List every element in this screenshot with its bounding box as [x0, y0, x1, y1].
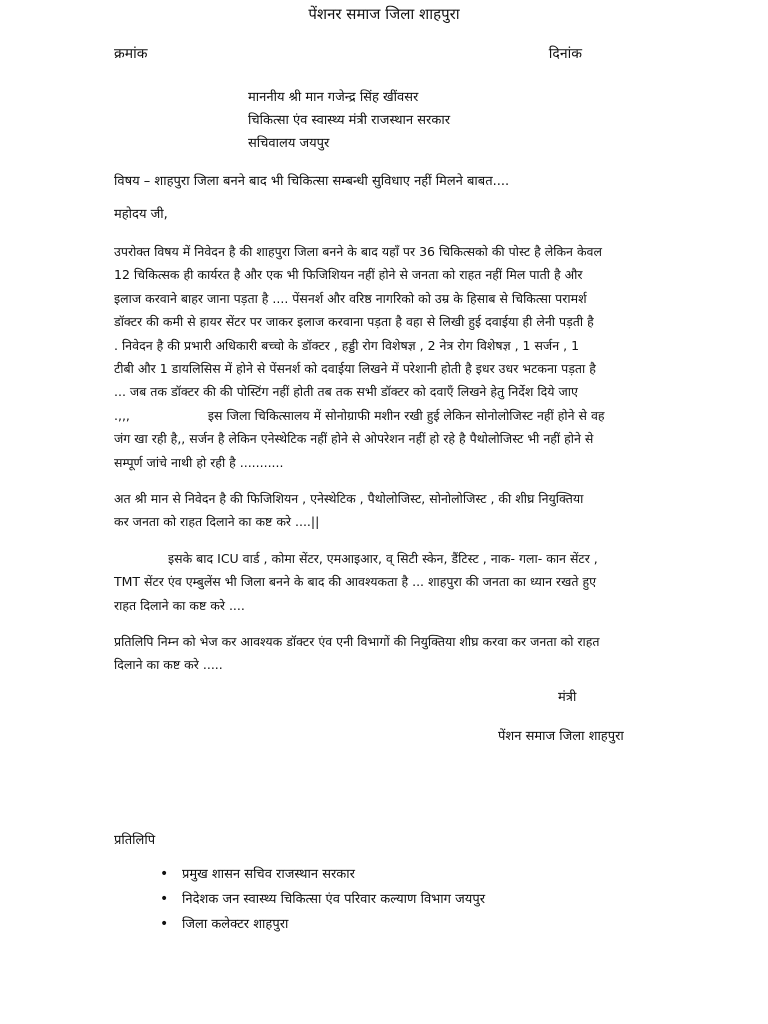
paragraph-line: TMT सेंटर एंव एम्बुलेंस भी जिला बनने के बाद की आवश्यकता है ... शाहपुरा की जनता का ध्यान रखते हुए [114, 574, 597, 590]
bullet-icon: • [160, 891, 169, 907]
paragraph-request-details [114, 240, 654, 474]
paragraph-line: कर जनता को राहत दिलाने का कष्ट करे ....|| [114, 514, 320, 530]
paragraph-line: 12 चिकित्सक ही कार्यरत है और एक भी फिजिशियन नहीं होने से जनता को राहत नहीं मिल पाती है और [114, 267, 583, 283]
paragraph-line: जंग खा रही है,, सर्जन है लेकिन एनेस्थेटिक नहीं होने से ओपरेशन नहीं हो रहे है पैथोलोजिस्ट भी नहीं होने से [114, 431, 594, 447]
addressee-block [248, 86, 450, 155]
date-label: दिनांक [548, 46, 582, 62]
signatory-title: मंत्री [558, 690, 577, 705]
paragraph-line: इसके बाद ICU वार्ड , कोमा सेंटर, एमआइआर, व् सिटी स्केन, डैंटिस्ट , नाक- गला- कान सेंटर , [168, 551, 598, 566]
paragraph-line: उपरोक्त विषय में निवेदन है की शाहपुरा जिला बनने के बाद यहाँ पर 36 चिकित्सको की पोस्ट है लेकिन केवल [114, 244, 602, 259]
addressee-location: सचिवालय जयपुर [248, 136, 330, 151]
letter-heading: पेंशनर समाज जिला शाहपुरा [308, 5, 460, 23]
paragraph-line: इलाज करवाने बाहर जाना पड़ता है .... पेंसनर्श और वरिष्ठ नागरिको को उम्र के हिसाब से चिकित्सा परामर्श [114, 290, 587, 306]
paragraph-line: टीबी और 1 डायलिसिस में होने से पेंसनर्श को दवाईया लिखने में परेशानी होती है इधर उधर भटकना पड़ता है [114, 361, 596, 377]
copy-to-label: प्रतिलिपि [114, 833, 156, 848]
ellipsis-mark: .,,, [114, 407, 130, 423]
paragraph-copy-note [114, 630, 654, 677]
copy-to-list [148, 862, 485, 937]
paragraph-line: सम्पूर्ण जांचे नाथी हो रही है ........... [114, 454, 284, 470]
paragraph-line: अत श्री मान से निवेदन है की फिजिशियन , एनेस्थेटिक , पैथोलोजिस्ट, सोनोलोजिस्ट , की शीघ्र नियुक्तिया [114, 491, 584, 506]
paragraph-facilities-request [114, 547, 654, 617]
paragraph-appointment-request [114, 487, 654, 534]
sonography-sentence: इस जिला चिकित्सालय में सोनोग्राफी मशीन रखी हुई लेकिन सोनोलोजिस्ट नहीं होने से वह [207, 407, 605, 423]
paragraph-line: राहत दिलाने का कष्ट करे .... [114, 597, 245, 613]
paragraph-line: . निवेदन है की प्रभारी अधिकारी बच्चो के डॉक्टर , हड्डी रोग विशेषज्ञ , 2 नेत्र रोग विशेषज्ञ , 1 सर्जन , 1 [114, 337, 580, 353]
copy-to-item [148, 862, 485, 887]
addressee-designation: चिकित्सा एंव स्वास्थ्य मंत्री राजस्थान सरकार [248, 113, 451, 128]
paragraph-line: दिलाने का कष्ट करे ..... [114, 657, 223, 673]
reference-number-label: क्रमांक [114, 46, 148, 62]
copy-to-item [148, 887, 485, 912]
bullet-icon: • [160, 866, 169, 882]
paragraph-line: ... जब तक डॉक्टर की की पोस्टिंग नहीं होती तब तक सभी डॉक्टर को दवाएँ लिखने हेतु निर्देश दिये जाए [114, 384, 578, 400]
paragraph-line [114, 404, 654, 427]
salutation: महोदय जी, [114, 207, 168, 222]
signatory-organization: पेंशन समाज जिला शाहपुरा [498, 729, 624, 744]
bullet-icon: • [160, 916, 169, 932]
paragraph-line: प्रतिलिपि निम्न को भेज कर आवश्यक डॉक्टर एंव एनी विभागों की नियुक्तिया शीघ्र करवा कर जनता को राहत [114, 634, 600, 649]
copy-to-recipient: निदेशक जन स्वास्थ्य चिकित्सा एंव परिवार कल्याण विभाग जयपुर [182, 892, 486, 907]
copy-to-item [148, 912, 485, 937]
addressee-name: माननीय श्री मान गजेन्द्र सिंह खींवसर [248, 90, 419, 105]
copy-to-recipient: जिला कलेक्टर शाहपुरा [182, 917, 289, 932]
subject-line: विषय – शाहपुरा जिला बनने बाद भी चिकित्सा सम्बन्धी सुविधाए नहीं मिलने बाबत.... [114, 174, 510, 189]
copy-to-recipient: प्रमुख शासन सचिव राजस्थान सरकार [182, 867, 355, 882]
paragraph-line: डॉक्टर की कमी से हायर सेंटर पर जाकर इलाज करवाना पड़ता है वहा से लिखी हुई दवाईया ही लेनी पड़ती है [114, 314, 594, 330]
